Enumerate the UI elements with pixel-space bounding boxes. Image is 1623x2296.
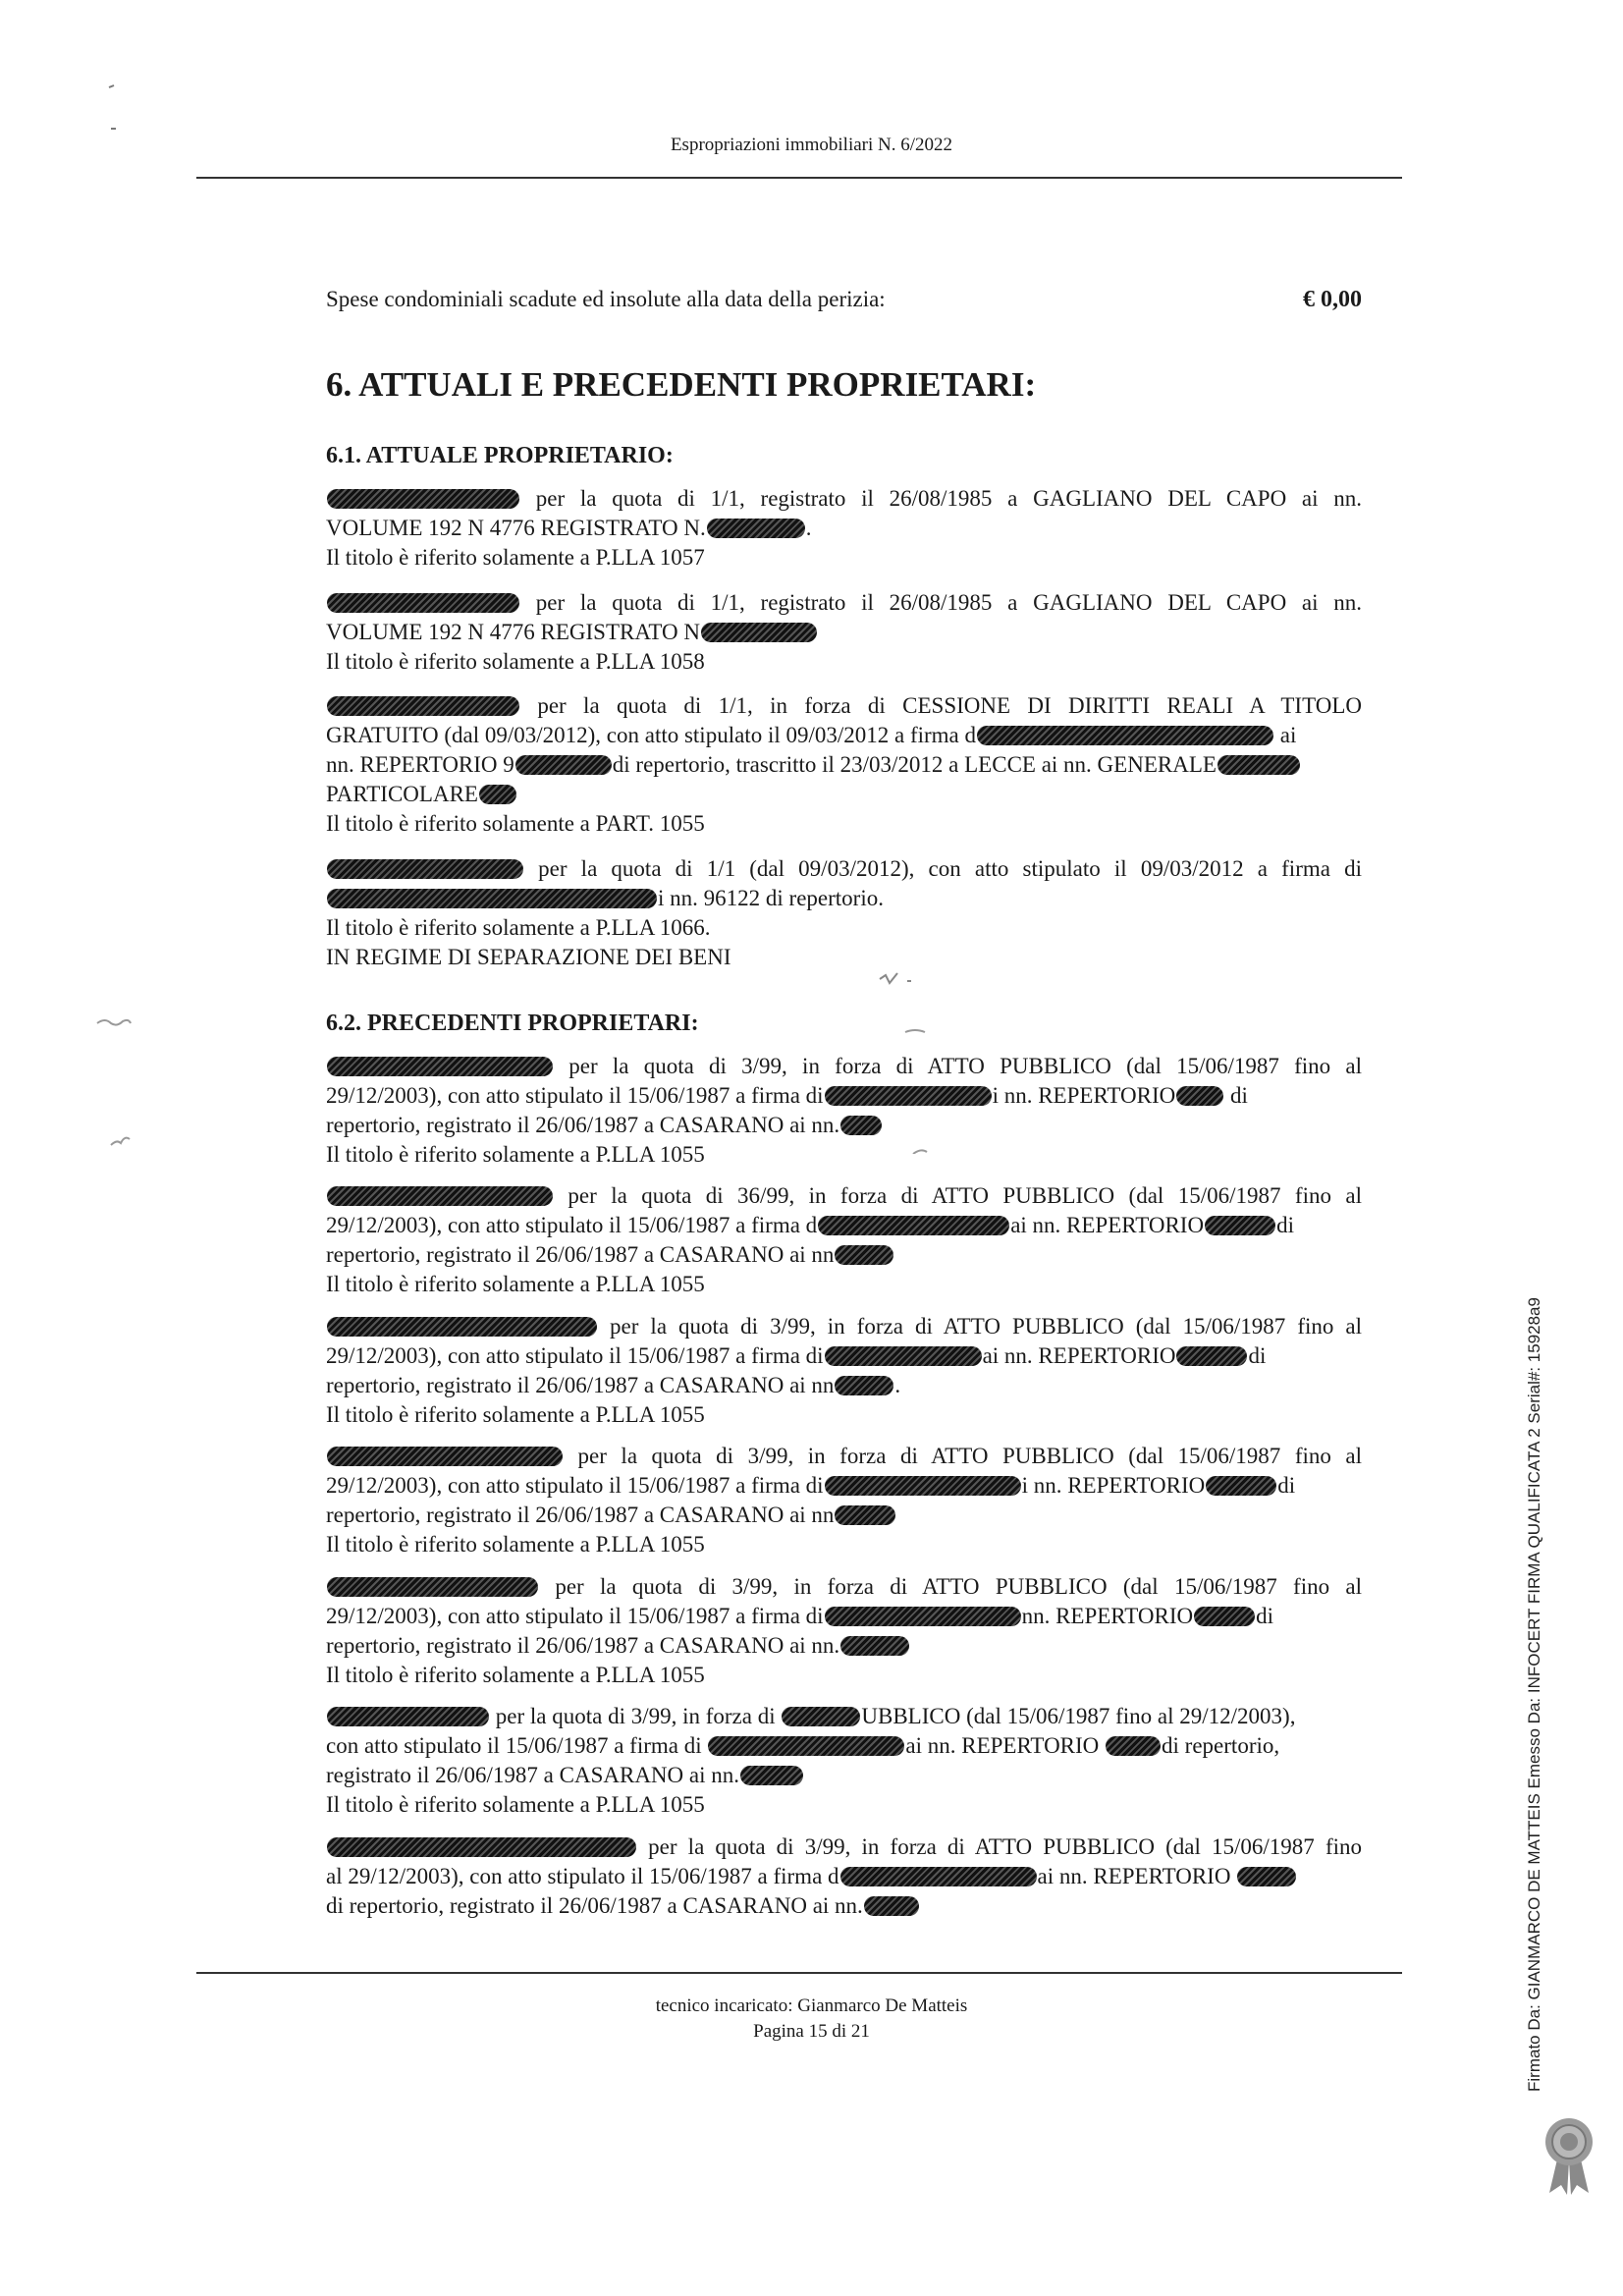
entry-line: per la quota di 36/99, in forza di ATTO PUBBLICO (dal 15/06/1987 fino al — [326, 1181, 1362, 1211]
redacted-notary — [840, 1867, 1037, 1886]
redacted-notary — [818, 1216, 1009, 1235]
entry-line: i nn. 96122 di repertorio. — [326, 884, 1362, 913]
entry-line: registrato il 26/06/1987 a CASARANO ai nn. — [326, 1761, 1362, 1790]
entry-line: repertorio, registrato il 26/06/1987 a CASARANO ai nn — [326, 1501, 1362, 1530]
digital-signature-text: Firmato Da: GIANMARCO DE MATTEIS Emesso Da: INFOCERT FIRMA QUALIFICATA 2 Serial#: 15928a9 — [1525, 1297, 1543, 2092]
entry-line: PARTICOLARE — [326, 780, 1362, 809]
redacted-number — [479, 785, 516, 804]
redacted-name — [327, 1447, 563, 1466]
title-reference: Il titolo è riferito solamente a P.LLA 1055 — [326, 1272, 705, 1296]
entry-line: repertorio, registrato il 26/06/1987 a CASARANO ai nn. — [326, 1111, 1362, 1140]
title-reference: Il titolo è riferito solamente a P.LLA 1055 — [326, 1532, 705, 1557]
entry-line: per la quota di 3/99, in forza di ATTO PUBBLICO (dal 15/06/1987 fino al — [326, 1052, 1362, 1081]
redacted-number — [864, 1896, 919, 1916]
entry-line: per la quota di 3/99, in forza di ATTO PUBBLICO (dal 15/06/1987 fino al — [326, 1312, 1362, 1341]
redacted-notary — [825, 1346, 982, 1366]
title-reference: Il titolo è riferito solamente a P.LLA 1066. — [326, 915, 711, 940]
document-header-title: Espropriazioni immobiliari N. 6/2022 — [670, 135, 953, 155]
redacted-number — [835, 1245, 893, 1265]
redacted-name — [327, 696, 519, 716]
entry-line: 29/12/2003), con atto stipulato il 15/06/1987 a firma d ai nn. REPERTORIO di — [326, 1213, 1294, 1237]
current-owner-entry — [326, 854, 1362, 972]
redacted-name — [327, 1317, 597, 1337]
entry-line: per la quota di 3/99, in forza di ATTO PUBBLICO (dal 15/06/1987 fino al — [326, 1442, 1362, 1471]
previous-owners-heading: 6.2. PRECEDENTI PROPRIETARI: — [326, 1011, 699, 1036]
entry-line: al 29/12/2003), con atto stipulato il 15/06/1987 a firma d ai nn. REPERTORIO — [326, 1862, 1362, 1891]
redacted-number — [1106, 1736, 1161, 1756]
title-reference: Il titolo è riferito solamente a PART. 1055 — [326, 811, 705, 836]
redacted-name — [327, 1186, 553, 1206]
redacted-notary — [825, 1607, 1021, 1626]
redacted-number — [1194, 1607, 1255, 1626]
entry-line: VOLUME 192 N 4776 REGISTRATO N. . — [326, 516, 812, 540]
redacted-name — [327, 489, 519, 509]
redacted-name — [327, 1577, 538, 1597]
redacted-number — [707, 519, 805, 538]
current-owner-entry — [326, 588, 1362, 677]
footer-page-number: Pagina 15 di 21 — [753, 2021, 870, 2042]
previous-owner-entry — [326, 1572, 1362, 1690]
current-owner-entry — [326, 691, 1362, 839]
redacted-number — [1176, 1346, 1247, 1366]
redacted-number — [835, 1505, 895, 1525]
condo-costs-row — [326, 287, 1362, 312]
redacted-name — [327, 593, 519, 613]
condo-costs-label: Spese condominiali scadute ed insolute alla data della perizia: — [326, 287, 886, 311]
entry-line: per la quota di 1/1, registrato il 26/08/1985 a GAGLIANO DEL CAPO ai nn. — [326, 588, 1362, 618]
title-reference: Il titolo è riferito solamente a P.LLA 1055 — [326, 1142, 705, 1167]
redacted-name — [327, 1837, 636, 1857]
previous-owner-entry — [326, 1832, 1362, 1921]
section-title: 6. ATTUALI E PRECEDENTI PROPRIETARI: — [326, 365, 1037, 404]
redacted-number — [701, 623, 817, 642]
redacted-notary — [825, 1476, 1021, 1496]
current-owner-heading: 6.1. ATTUALE PROPRIETARIO: — [326, 443, 674, 468]
entry-line: per la quota di 3/99, in forza di ATTO PUBBLICO (dal 15/06/1987 fino al — [326, 1572, 1362, 1602]
title-reference: Il titolo è riferito solamente a P.LLA 1058 — [326, 649, 705, 674]
redacted-number — [835, 1376, 893, 1395]
redacted-number — [740, 1766, 803, 1785]
footer-technician: tecnico incaricato: Gianmarco De Matteis — [655, 1995, 968, 2016]
entry-line: nn. REPERTORIO 9 di repertorio, trascritto il 23/03/2012 a LECCE ai nn. GENERALE — [326, 750, 1362, 780]
entry-line: di repertorio, registrato il 26/06/1987 a CASARANO ai nn. — [326, 1891, 1362, 1921]
entry-line: 29/12/2003), con atto stipulato il 15/06/1987 a firma di i nn. REPERTORIO di — [326, 1473, 1296, 1498]
entry-line: repertorio, registrato il 26/06/1987 a CASARANO ai nn. — [326, 1631, 1362, 1661]
scan-speck — [864, 957, 962, 1154]
redacted-number — [515, 755, 612, 775]
scan-speck — [108, 83, 118, 133]
redacted-number — [1205, 1216, 1275, 1235]
regime-note: IN REGIME DI SEPARAZIONE DEI BENI — [326, 945, 731, 969]
scan-speck — [93, 1011, 152, 1159]
entry-line: 29/12/2003), con atto stipulato il 15/06/1987 a firma di nn. REPERTORIO di — [326, 1604, 1274, 1628]
redacted-number — [1237, 1867, 1296, 1886]
title-reference: Il titolo è riferito solamente a P.LLA 1057 — [326, 545, 705, 570]
title-reference: Il titolo è riferito solamente a P.LLA 1055 — [326, 1402, 705, 1427]
redacted-notary — [977, 726, 1273, 745]
entry-line: per la quota di 1/1 (dal 09/03/2012), con atto stipulato il 09/03/2012 a firma di — [326, 854, 1362, 884]
redacted-number — [1176, 1086, 1223, 1106]
redacted-name — [327, 1707, 489, 1726]
redacted-text — [782, 1707, 860, 1726]
entry-line: repertorio, registrato il 26/06/1987 a CASARANO ai nn — [326, 1240, 1362, 1270]
footer-divider — [196, 1972, 1402, 1974]
entry-line: per la quota di 1/1, in forza di CESSIONE DI DIRITTI REALI A TITOLO — [326, 691, 1362, 721]
previous-owner-entry — [326, 1312, 1362, 1430]
previous-owner-entry — [326, 1702, 1362, 1820]
redacted-name — [327, 859, 523, 879]
entry-line: 29/12/2003), con atto stipulato il 15/06/1987 a firma di i nn. REPERTORIO di — [326, 1083, 1248, 1108]
entry-line: GRATUITO (dal 09/03/2012), con atto stipulato il 09/03/2012 a firma d ai — [326, 723, 1297, 747]
header-divider — [196, 177, 1402, 179]
redacted-number — [1206, 1476, 1276, 1496]
previous-owner-entry — [326, 1052, 1362, 1170]
entry-line: per la quota di 1/1, registrato il 26/08/1985 a GAGLIANO DEL CAPO ai nn. — [326, 484, 1362, 514]
current-owner-entry — [326, 484, 1362, 573]
title-reference: Il titolo è riferito solamente a P.LLA 1055 — [326, 1663, 705, 1687]
redacted-number — [1217, 755, 1300, 775]
entry-line: repertorio, registrato il 26/06/1987 a CASARANO ai nn . — [326, 1373, 901, 1397]
entry-line: con atto stipulato il 15/06/1987 a firma di ai nn. REPERTORIO di repertorio, — [326, 1733, 1280, 1758]
redacted-notary — [327, 889, 657, 908]
entry-line: 29/12/2003), con atto stipulato il 15/06/1987 a firma di ai nn. REPERTORIO di — [326, 1343, 1267, 1368]
previous-owner-entry — [326, 1181, 1362, 1299]
previous-owner-entry — [326, 1442, 1362, 1559]
title-reference: Il titolo è riferito solamente a P.LLA 1055 — [326, 1792, 705, 1817]
entry-line: VOLUME 192 N 4776 REGISTRATO N — [326, 618, 1362, 647]
redacted-name — [327, 1057, 553, 1076]
entry-line: per la quota di 3/99, in forza di UBBLICO (dal 15/06/1987 fino al 29/12/2003), — [326, 1702, 1362, 1731]
redacted-number — [840, 1636, 909, 1656]
redacted-notary — [708, 1736, 904, 1756]
condo-costs-amount: € 0,00 — [1303, 287, 1362, 312]
entry-line: per la quota di 3/99, in forza di ATTO PUBBLICO (dal 15/06/1987 fino — [326, 1832, 1362, 1862]
signature-seal-icon — [1540, 2116, 1598, 2195]
